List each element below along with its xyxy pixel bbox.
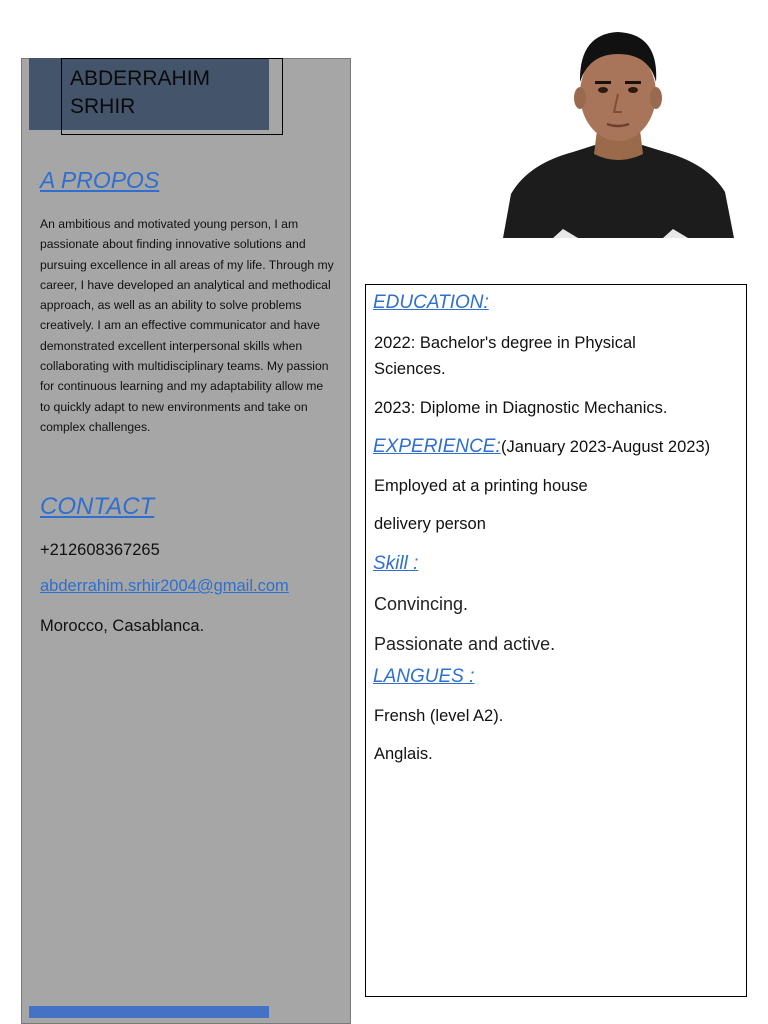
skill-heading: Skill : <box>373 553 419 574</box>
langues-item-1: Frensh (level A2). <box>374 707 504 725</box>
about-text: An ambitious and motivated young person, I am passionate about finding innovative solutions and pursuing excellence in all areas of my life. Through my career, I have developed an analytical and methodical approach, as well as an ability to solve problems creatively. I am an effective communicator and have demonstrated excellent interpersonal skills when collaborating with multidisciplinary teams. My passion for continuous learning and my adaptability allow me to quickly adapt to new environments and take on complex challenges. <box>40 217 334 434</box>
experience-line-1: Employed at a printing house <box>374 477 588 495</box>
contact-location: Morocco, Casablanca. <box>40 617 205 635</box>
education-item-2: 2023: Diplome in Diagnostic Mechanics. <box>374 399 668 417</box>
skill-item-1: Convincing. <box>374 594 469 614</box>
langues-item-2: Anglais. <box>374 745 433 763</box>
education-item-1-line-2: Sciences. <box>374 360 446 378</box>
experience-period: (January 2023-August 2023) <box>501 438 711 456</box>
last-name: SRHIR <box>70 95 136 118</box>
first-name: ABDERRAHIM <box>70 67 211 90</box>
about-heading: A PROPOS <box>40 167 160 193</box>
contact-phone: +212608367265 <box>40 541 160 559</box>
experience-line-2: delivery person <box>374 515 486 533</box>
skill-item-2: Passionate and active. <box>374 634 556 654</box>
experience-heading: EXPERIENCE: <box>373 436 501 457</box>
langues-heading: LANGUES : <box>373 666 475 687</box>
contact-email-link[interactable]: abderrahim.srhir2004@gmail.com <box>40 577 289 595</box>
accent-bar <box>29 1006 269 1018</box>
profile-photo <box>503 24 734 238</box>
education-item-1-line-1: 2022: Bachelor's degree in Physical <box>374 334 636 352</box>
contact-heading: CONTACT <box>40 493 155 520</box>
education-heading: EDUCATION: <box>373 292 489 313</box>
name-box <box>61 58 283 135</box>
